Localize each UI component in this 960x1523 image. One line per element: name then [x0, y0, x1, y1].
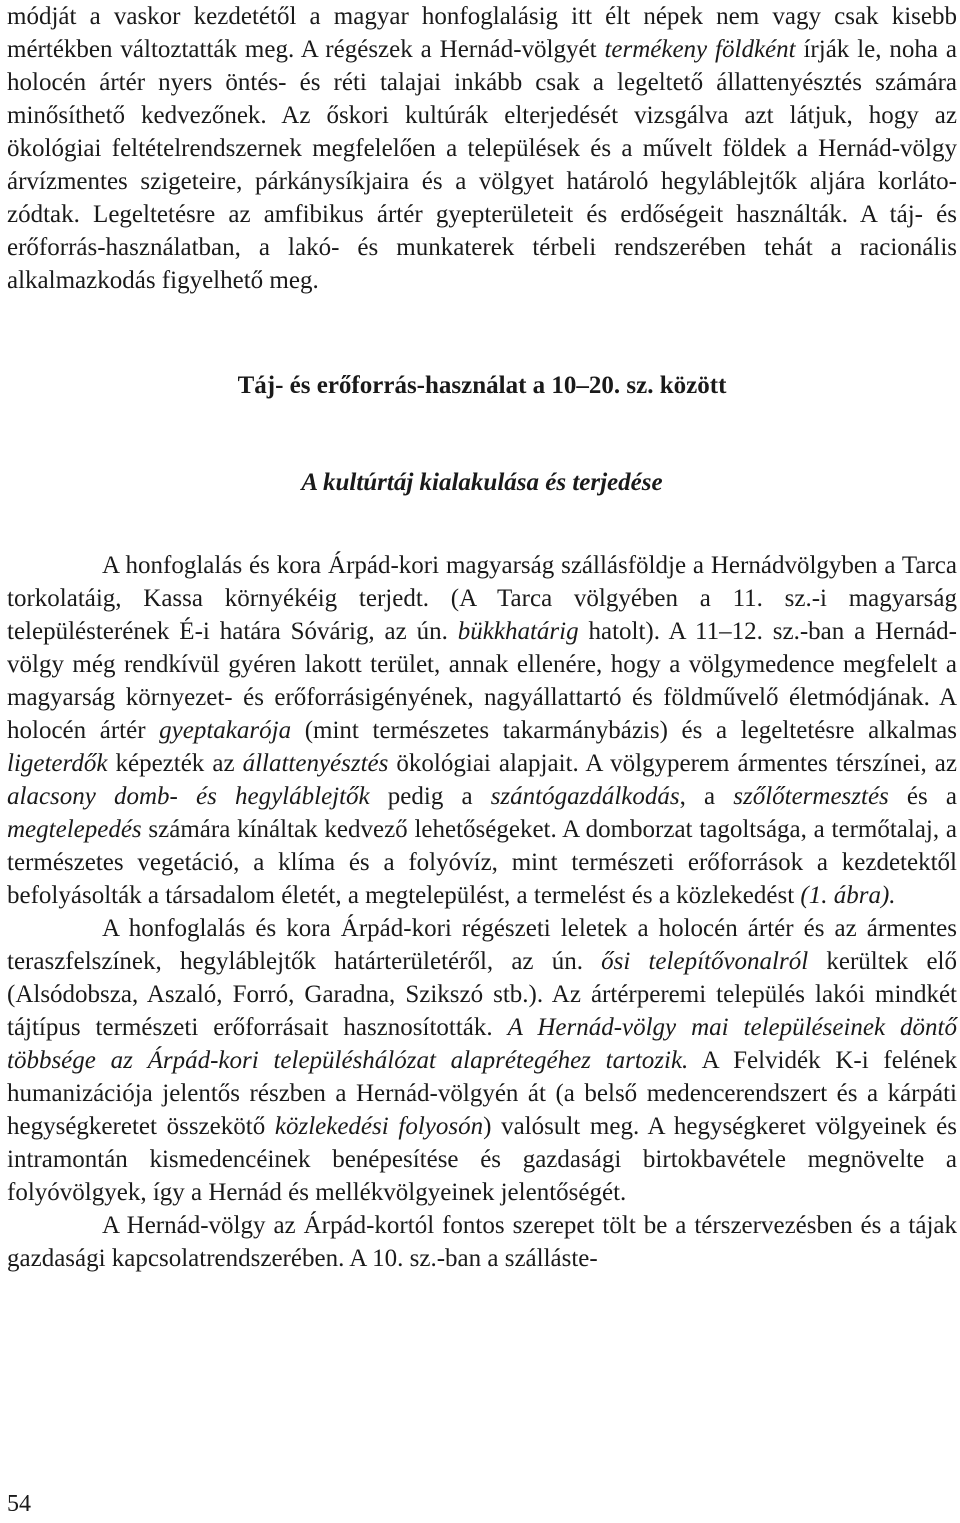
text-run: (mint természetes takarmánybázis) és a legeltetésre alkalmas	[291, 717, 957, 744]
italic-run: termékeny földként	[604, 36, 796, 63]
body-paragraph	[7, 1209, 957, 1275]
document-page	[7, 0, 957, 1275]
text-run: ökológiai alapjait. A völgyperem ármentes térszínei, az	[388, 750, 957, 777]
italic-run: (1. ábra).	[800, 882, 896, 909]
italic-run: szőlőtermesztés	[733, 783, 889, 810]
text-run: kerültek elő (Alsódobsza, Aszaló, Forró, Garadna, Szikszó stb.). Az ártérperemi település lakói mindkét tájtípus természeti erőforrásait hasznosították.	[7, 948, 957, 1041]
italic-run: közlekedési folyosón	[274, 1113, 484, 1140]
text-run: A Hernád-völgy az Árpád-kortól fontos szerepet tölt be a térszervezésben és a tájak gazdasági kapcsolatrendszerében. A 10. sz.-ban a szálláste-	[7, 1212, 957, 1272]
text-run: , a	[679, 783, 734, 810]
italic-run: A Hernád-völgy mai településeinek döntő többsége az Árpád-kori településhálózat alaprétegéhez tartozik.	[7, 1014, 957, 1074]
italic-run: ligeterdők	[7, 750, 108, 777]
text-run: módját a vaskor kezdetétől a magyar honfoglalásig itt élt népek nem vagy csak kisebb mértékben változtatták meg. A régészek a Hernád-völgyét	[7, 3, 957, 63]
text-run: A honfoglalás és kora Árpád-kori magyarság szállásföldje a Hernádvölgyben a Tarca torkolatáig, Kassa környékéig terjedt. (A Tarca völgyében a 11. sz.-i magyarság településterének É-i határa Sóvárig, az ún.	[7, 552, 957, 645]
text-run: hatolt). A 11–12. sz.-ban a Hernád-völgy még rendkívül gyéren lakott terület, annak ellenére, hogy a völgymedence megfelelt a magyarság környezet- és erőforrásigényének, nagyállattartó és földművelő életmódjának. A holocén ártér	[7, 618, 957, 744]
text-run: képezték az	[107, 750, 243, 777]
section-heading: Táj- és erőforrás-használat a 10–20. sz. között	[237, 372, 727, 399]
italic-run: megtelepedés	[7, 816, 142, 843]
text-run: A honfoglalás és kora Árpád-kori régészeti leletek a holocén ártér és az ármentes teraszfelszínek, hegyláblejtők határterületéről, az ún.	[7, 915, 957, 975]
subsection-heading: A kultúrtáj kialakulása és terjedése	[301, 469, 663, 496]
page-number: 54	[7, 1491, 31, 1517]
text-run: A Felvidék K-i felének humanizációja jelentős részben a Hernád-völgyén át (a belső medencerendszert és a kárpáti hegységkeretet összekötő	[7, 1047, 957, 1140]
body-text	[7, 549, 957, 1275]
text-run: számára kínáltak kedvező lehetőségeket. A domborzat tagoltsága, a termőtalaj, a természetes vegetáció, a klíma és a folyóvíz, mint természeti erőforrások a kezdetektől befolyásolták a társadalom életét, a megtelepülést, a termelést és a közlekedést	[7, 816, 957, 909]
italic-run: gyeptakarója	[159, 717, 292, 744]
italic-run: állattenyésztés	[242, 750, 389, 777]
text-run: pedig a	[369, 783, 491, 810]
italic-run: alacsony domb- és hegyláblejtők	[7, 783, 370, 810]
italic-run: szántógazdálkodás	[490, 783, 680, 810]
italic-run: ősi telepítővonalról	[601, 948, 809, 975]
italic-run: bükkhatárig	[457, 618, 579, 645]
intro-paragraph	[7, 0, 957, 297]
text-run: és a	[888, 783, 957, 810]
body-paragraph	[7, 912, 957, 1209]
body-paragraph	[7, 549, 957, 912]
text-run: ) valósult meg. A hegységkeret völgyeinek és intramontán kismedencéinek benépesítése és gazdasági birtokbavétele megnövelte a folyóvölgyek, így a Hernád és mellékvölgyeinek jelentőségét.	[7, 1113, 957, 1206]
text-run: írják le, noha a holocén ártér nyers öntés- és réti talajai inkább csak a legeltető állattenyésztés számára minősíthető kedvezőnek. Az őskori kultúrák elterjedését vizsgálva azt látjuk, hogy az ökológiai feltételrendszernek megfelelően a települések és a művelt földek a Hernád-völgy árvízmentes szigeteire, párkánysíkjaira és a völgyet határoló hegyláblejtők aljára korlátozódtak. Legeltetésre az amfibikus ártér gyepterületeit és erdőségeit használták. A táj- és erőforrás-használatban, a lakó- és munkaterek térbeli rendszerében tehát a racionális alkalmazkodás figyelhető meg.	[7, 36, 957, 294]
